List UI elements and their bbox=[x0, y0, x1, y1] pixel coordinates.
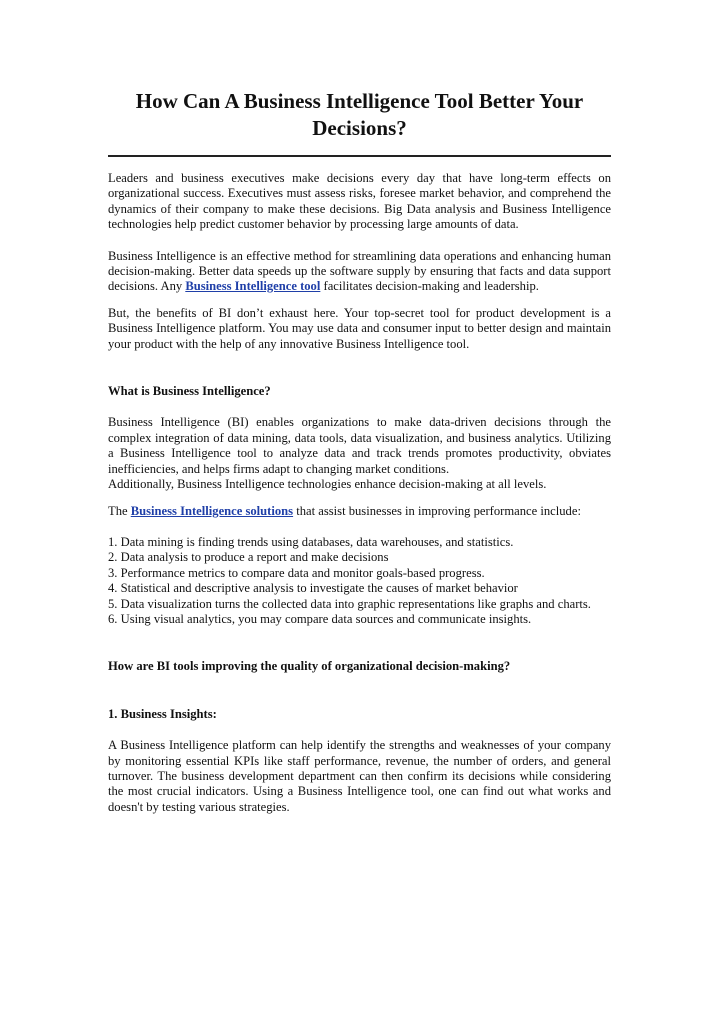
list-item: 2. Data analysis to produce a report and make decisions bbox=[108, 550, 389, 565]
section1-paragraph-2-text-b: that assist businesses in improving performance include: bbox=[293, 503, 581, 518]
document-title: How Can A Business Intelligence Tool Better Your Decisions? bbox=[135, 89, 584, 140]
title-divider bbox=[108, 155, 611, 157]
list-item: 3. Performance metrics to compare data and monitor goals-based progress. bbox=[108, 565, 485, 580]
intro-paragraph-2-text-a: Business Intelligence is an effective method for streamlining data operations and enhancing human decision-making. Better data speeds up the software supply by ensuring that facts and data support decisions. Any bbox=[108, 248, 611, 294]
intro-paragraph-2 bbox=[108, 249, 611, 295]
bi-solutions-list bbox=[108, 535, 611, 627]
section1-paragraph-1: Business Intelligence (BI) enables organizations to make data-driven decisions through the complex integration of data mining, data tools, data visualization, and business analytics. Utilizing a Business Intelligence tool to analyze data and track trends promotes productivity, obviates inefficiencies, and helps firms adapt to changing market conditions. bbox=[108, 415, 611, 476]
intro-paragraph-1: Leaders and business executives make decisions every day that have long-term effects on organizational success. Executives must assess risks, foresee market behavior, and comprehend the dynamics of their company to make these decisions. Big Data analysis and Business Intelligence technologies help predict customer behavior by processing large amounts of data. bbox=[108, 171, 611, 232]
subsection1-paragraph-1: A Business Intelligence platform can help identify the strengths and weaknesses of your company by monitoring essential KPIs like staff performance, revenue, the number of orders, and general turnover. The business development department can then confirm its decisions while considering the most crucial indicators. Using a Business Intelligence tool, one can find out what works and doesn't by testing various strategies. bbox=[108, 738, 611, 814]
list-item: 4. Statistical and descriptive analysis to investigate the causes of market behavior bbox=[108, 581, 518, 596]
intro-paragraph-2-text-b: facilitates decision-making and leadership. bbox=[320, 279, 539, 294]
list-item: 6. Using visual analytics, you may compare data sources and communicate insights. bbox=[108, 611, 532, 626]
section1-paragraph-1-continued: Additionally, Business Intelligence technologies enhance decision-making at all levels. bbox=[108, 477, 547, 492]
business-intelligence-solutions-link[interactable]: Business Intelligence solutions bbox=[130, 503, 294, 518]
section1-paragraph-2-text-a: The bbox=[108, 503, 131, 518]
list-item: 5. Data visualization turns the collected data into graphic representations like graphs and charts. bbox=[108, 596, 591, 611]
section-heading-what-is-bi: What is Business Intelligence? bbox=[108, 384, 271, 399]
business-intelligence-tool-link[interactable]: Business Intelligence tool bbox=[185, 279, 321, 294]
list-item: 1. Data mining is finding trends using databases, data warehouses, and statistics. bbox=[108, 534, 514, 549]
subsection-heading-business-insights: 1. Business Insights: bbox=[108, 706, 217, 721]
document-page bbox=[108, 88, 611, 815]
section1-paragraph-2 bbox=[108, 504, 611, 519]
section-heading-bi-tools-decision-making: How are BI tools improving the quality of organizational decision-making? bbox=[108, 659, 511, 674]
intro-paragraph-3: But, the benefits of BI don’t exhaust here. Your top-secret tool for product development is a Business Intelligence platform. You may use data and consumer input to better design and maintain your product with the help of any innovative Business Intelligence tool. bbox=[108, 305, 611, 351]
